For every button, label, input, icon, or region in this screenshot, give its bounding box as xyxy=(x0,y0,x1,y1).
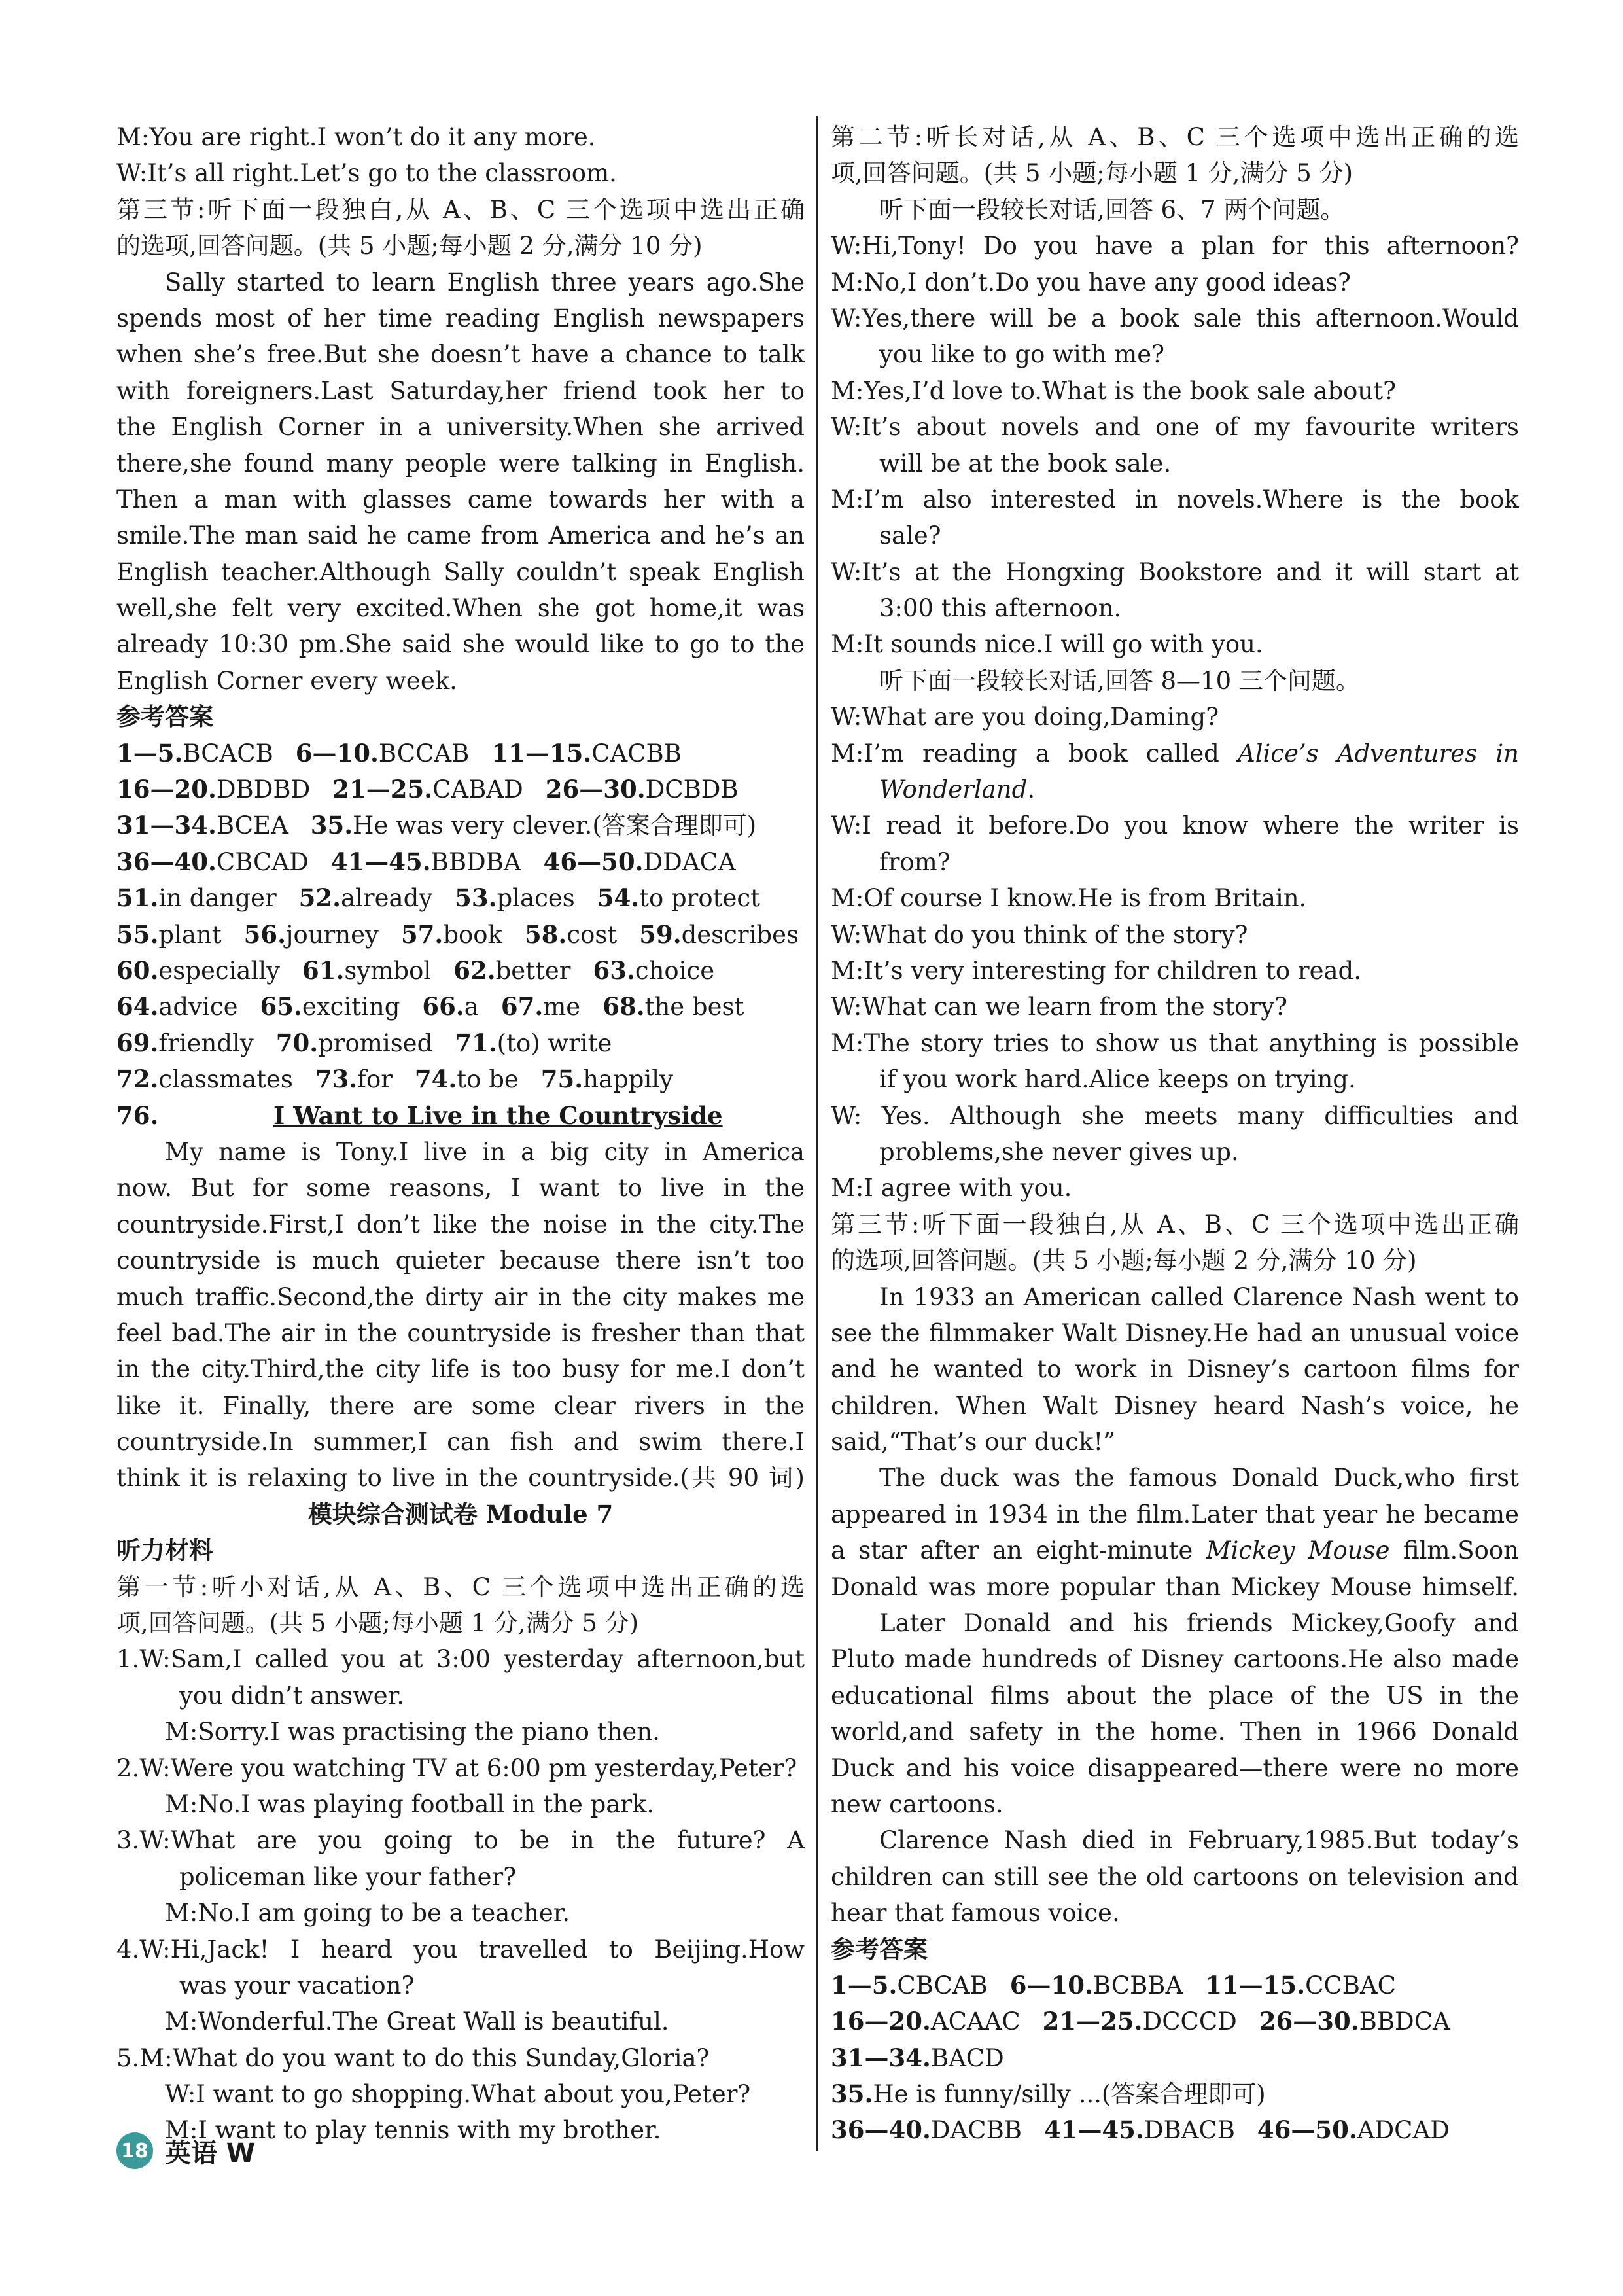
answer-value: BCACB xyxy=(183,739,273,768)
answer-number: 21—25. xyxy=(1042,2007,1143,2036)
answer-number: 73. xyxy=(315,1065,358,1094)
answer-value: CABAD xyxy=(432,775,523,804)
answer-item xyxy=(331,844,521,880)
answer-number: 36—40. xyxy=(116,847,217,876)
answer-number: 52. xyxy=(298,883,341,913)
answer-value: CCBAC xyxy=(1305,1971,1396,2000)
text-line: 第一节:听小对话,从 A、B、C 三个选项中选出正确的选 xyxy=(116,1572,805,1601)
answer-item xyxy=(302,953,431,989)
text-line: M:No,I don’t.Do you have any good ideas? xyxy=(831,268,1351,296)
text-line: 听力材料 xyxy=(116,1536,213,1565)
text-line: Duck and his voice disappeared—there were no more xyxy=(831,1754,1519,1782)
answer-number: 65. xyxy=(260,992,302,1021)
text-line: in the city.Third,the city life is too busy for me.I don’t xyxy=(116,1355,805,1384)
answer-number: 35. xyxy=(831,2079,873,2109)
text-line: see the filmmaker Walt Disney.He had an unusual voice xyxy=(831,1318,1519,1347)
answer-number: 46—50. xyxy=(1257,2115,1357,2145)
answer-row xyxy=(116,953,805,989)
text-line: M:It sounds nice.I will go with you. xyxy=(831,630,1263,659)
answer-item xyxy=(541,1061,673,1097)
answer-item xyxy=(455,1025,612,1061)
answer-item xyxy=(455,880,575,916)
answer-item xyxy=(116,771,310,807)
essay-number: 76. xyxy=(116,1101,159,1130)
answer-value: describes xyxy=(681,920,799,949)
answer-item xyxy=(831,2040,1004,2076)
text-line: now. But for some reasons, I want to live in the xyxy=(116,1174,805,1203)
answer-item xyxy=(597,880,760,916)
text-line: with foreigners.Last Saturday,her friend took her to xyxy=(116,376,805,405)
text-line: M:You are right.I won’t do it any more. xyxy=(116,123,596,151)
answer-value: to protect xyxy=(639,884,761,913)
answer-value: CBCAB xyxy=(897,1971,988,2000)
answer-value: BCEA xyxy=(216,811,288,840)
text-line: English teacher.Although Sally couldn’t speak English xyxy=(116,557,805,586)
right-column xyxy=(831,119,1519,2149)
answer-item xyxy=(546,771,739,807)
text-line: 2.W:Were you watching TV at 6:00 pm yesterday,Peter? xyxy=(116,1754,797,1782)
text-line: 5.M:What do you want to do this Sunday,Gloria? xyxy=(116,2043,710,2072)
answer-item xyxy=(831,1968,988,2004)
text-line: M:Wonderful.The Great Wall is beautiful. xyxy=(165,2007,669,2036)
answer-value: choice xyxy=(635,956,715,985)
answer-item xyxy=(1010,1968,1183,2004)
answer-item xyxy=(453,953,570,989)
text-line: think it is relaxing to live in the countryside.(共 90 词) xyxy=(116,1464,805,1492)
book-title: Wonderland xyxy=(879,775,1028,804)
answer-value: already xyxy=(341,884,433,913)
answer-value: classmates xyxy=(158,1065,293,1094)
text-line: problems,she never gives up. xyxy=(879,1137,1239,1166)
answer-item xyxy=(116,953,280,989)
answer-number: 53. xyxy=(455,883,497,913)
answer-number: 41—45. xyxy=(1043,2115,1144,2145)
answer-number: 59. xyxy=(639,919,682,949)
page-number-badge: 18 xyxy=(116,2132,153,2169)
text-line: countryside.In summer,I can fish and swim there.I xyxy=(116,1428,805,1457)
answer-item xyxy=(116,844,309,880)
answer-value: book xyxy=(443,920,502,949)
answer-number: 26—30. xyxy=(1259,2007,1359,2036)
answer-row xyxy=(116,807,805,843)
text-line: will be at the book sale. xyxy=(879,449,1172,478)
answer-value: DBACB xyxy=(1143,2116,1235,2145)
text-line xyxy=(831,1532,1519,1568)
text-line: 第三节:听下面一段独白,从 A、B、C 三个选项中选出正确 xyxy=(831,1210,1519,1239)
text-line: hear that famous voice. xyxy=(831,1899,1120,1928)
answer-value: BACD xyxy=(930,2043,1004,2072)
answer-item xyxy=(1044,2112,1235,2148)
text-line: M:The story tries to show us that anything is possible xyxy=(831,1029,1519,1057)
text-line: M:Of course I know.He is from Britain. xyxy=(831,884,1307,913)
answer-number: 46—50. xyxy=(543,847,644,876)
book-title: Alice’s Adventures in xyxy=(1237,739,1519,768)
answer-number: 36—40. xyxy=(831,2115,931,2145)
essay-title xyxy=(116,1098,805,1134)
answer-row xyxy=(116,989,805,1025)
answer-item xyxy=(116,807,288,843)
text-line: 项,回答问题。(共 5 小题;每小题 1 分,满分 5 分) xyxy=(116,1609,639,1638)
text-line: 听下面一段较长对话,回答 6、7 两个问题。 xyxy=(879,195,1345,224)
answer-number: 54. xyxy=(597,883,640,913)
answer-item xyxy=(260,989,400,1025)
text-line: countryside is much quieter because there isn’t too xyxy=(116,1246,805,1275)
answer-item xyxy=(276,1025,433,1061)
answer-item xyxy=(116,989,237,1025)
text-line: from? xyxy=(879,847,951,876)
answer-number: 58. xyxy=(524,919,567,949)
answer-number: 6—10. xyxy=(1009,1970,1093,2000)
answer-item xyxy=(602,989,744,1025)
text-line: countryside.First,I don’t like the noise in the city.The xyxy=(116,1210,805,1239)
answer-value: CBCAD xyxy=(216,847,309,876)
answer-number: 72. xyxy=(116,1065,159,1094)
answer-number: 66. xyxy=(422,992,464,1021)
answer-number: 60. xyxy=(116,955,159,985)
answer-number: 41—45. xyxy=(330,847,431,876)
answer-value: a xyxy=(464,993,479,1021)
answer-item xyxy=(491,735,682,771)
answer-row xyxy=(116,844,805,880)
answer-row xyxy=(116,1061,805,1097)
answer-value: for xyxy=(357,1065,393,1094)
text-line: 第二节:听长对话,从 A、B、C 三个选项中选出正确的选 xyxy=(831,123,1519,151)
text-line: when she’s free.But she doesn’t have a chance to talk xyxy=(116,340,805,369)
text-line: 的选项,回答问题。(共 5 小题;每小题 2 分,满分 10 分) xyxy=(116,232,703,260)
answer-item xyxy=(1259,2004,1450,2040)
text-line: sale? xyxy=(879,521,941,550)
answer-item xyxy=(315,1061,393,1097)
text-line: and he wanted to work in Disney’s cartoon films for xyxy=(831,1355,1519,1384)
answer-item xyxy=(116,1025,254,1061)
text-line: W:What can we learn from the story? xyxy=(831,993,1288,1021)
text-line: the English Corner in a university.When she arrived xyxy=(116,413,805,442)
answer-number: 62. xyxy=(453,955,496,985)
text-line: W:Yes,there will be a book sale this afternoon.Would xyxy=(831,304,1519,332)
answer-number: 69. xyxy=(116,1028,159,1057)
answer-value: promised xyxy=(318,1029,433,1057)
text-line: much traffic.Second,the dirty air in the city makes me xyxy=(116,1282,805,1311)
module-title: 模块综合测试卷 Module 7 xyxy=(307,1499,614,1528)
answer-value: He is funny/silly ...(答案合理即可) xyxy=(873,2080,1266,2109)
answer-row xyxy=(831,2112,1519,2148)
answer-number: 63. xyxy=(593,955,635,985)
answer-number: 74. xyxy=(414,1065,457,1094)
text-line: spends most of her time reading English newspapers xyxy=(116,304,805,332)
answer-row xyxy=(831,2076,1519,2112)
text-line: there,she found many people were talking in English. xyxy=(116,449,805,478)
dialogue-text: M:I’m reading a book called xyxy=(831,739,1238,768)
answer-number: 1—5. xyxy=(116,738,183,768)
page-footer xyxy=(116,2128,255,2174)
text-line: W:It’s all right.Let’s go to the classroom. xyxy=(116,159,617,188)
answer-number: 56. xyxy=(243,919,287,949)
answer-number: 55. xyxy=(116,919,159,949)
text-line: M:No.I was playing football in the park. xyxy=(165,1790,655,1818)
answer-item xyxy=(831,2004,1021,2040)
text-line: Donald was more popular than Mickey Mouse himself. xyxy=(831,1572,1519,1601)
answer-value: (to) write xyxy=(497,1029,612,1057)
answer-row xyxy=(831,1968,1519,2004)
answer-item xyxy=(332,771,523,807)
answer-row xyxy=(116,735,805,771)
answer-value: journey xyxy=(286,920,379,949)
text-line: you didn’t answer. xyxy=(179,1681,405,1710)
answer-value: advice xyxy=(158,993,238,1021)
text-line: English Corner every week. xyxy=(116,666,457,695)
text-line xyxy=(831,735,1519,771)
text-line: M:I want to play tennis with my brother. xyxy=(165,2116,661,2145)
text-line: 4.W:Hi,Jack! I heard you travelled to Beijing.How xyxy=(116,1935,805,1964)
answer-row xyxy=(116,880,805,916)
answer-number: 68. xyxy=(602,992,645,1021)
text-line: 3:00 this afternoon. xyxy=(879,594,1122,623)
essay-title-text: I Want to Live in the Countryside xyxy=(273,1101,723,1130)
text-line: W: Yes. Although she meets many difficulties and xyxy=(831,1101,1519,1130)
punctuation: . xyxy=(1027,775,1036,804)
answer-item xyxy=(593,953,714,989)
subject-label: 英语 W xyxy=(165,2138,256,2168)
answer-item xyxy=(244,917,379,953)
answer-value: cost xyxy=(567,920,618,949)
text-line: 1.W:Sam,I called you at 3:00 yesterday afternoon,but xyxy=(116,1645,805,1674)
answer-value: DBDBD xyxy=(216,775,311,804)
text-line: W:Hi,Tony! Do you have a plan for this afternoon? xyxy=(831,232,1519,260)
answer-number: 11—15. xyxy=(491,738,592,768)
answer-row xyxy=(831,2040,1519,2076)
answer-item xyxy=(1257,2112,1450,2148)
answer-item xyxy=(422,989,478,1025)
text-line: you like to go with me? xyxy=(879,340,1164,369)
answer-row xyxy=(116,917,805,953)
answer-number: 31—34. xyxy=(831,2043,931,2072)
text-line: feel bad.The air in the countryside is fresher than that xyxy=(116,1318,805,1347)
text-line: Sally started to learn English three years ago.She xyxy=(165,268,805,296)
answer-number: 70. xyxy=(275,1028,319,1057)
answer-number: 16—20. xyxy=(116,775,217,804)
answer-value: ADCAD xyxy=(1357,2116,1450,2145)
answer-value: BBDCA xyxy=(1359,2007,1450,2036)
answer-value: happily xyxy=(583,1065,674,1094)
answer-value: especially xyxy=(158,956,281,985)
text-line: was your vacation? xyxy=(179,1971,415,2000)
answer-value: places xyxy=(497,884,575,913)
answer-value: in danger xyxy=(158,884,277,913)
answer-row xyxy=(116,1025,805,1061)
answer-item xyxy=(401,917,502,953)
answer-value: symbol xyxy=(344,956,432,985)
answer-value: better xyxy=(495,956,571,985)
answer-item xyxy=(116,880,277,916)
text-line: W:I read it before.Do you know where the writer is xyxy=(831,811,1519,840)
answer-item xyxy=(639,917,799,953)
answer-value: friendly xyxy=(158,1029,254,1057)
answer-value: plant xyxy=(158,920,222,949)
answer-item xyxy=(525,917,617,953)
answer-value: the best xyxy=(644,993,744,1021)
text-line: M:I agree with you. xyxy=(831,1174,1072,1203)
text-line: 参考答案 xyxy=(831,1934,928,1964)
answer-value: BCCAB xyxy=(378,739,470,768)
text-line: M:It’s very interesting for children to read. xyxy=(831,956,1361,985)
text-line: M:Sorry.I was practising the piano then. xyxy=(165,1718,660,1746)
answer-number: 26—30. xyxy=(545,775,646,804)
answer-value: ACAAC xyxy=(930,2007,1021,2036)
answer-item xyxy=(296,735,470,771)
text-line: 项,回答问题。(共 5 小题;每小题 1 分,满分 5 分) xyxy=(831,159,1353,188)
text-line: like it. Finally, there are some clear rivers in the xyxy=(116,1391,805,1420)
answer-item xyxy=(501,989,580,1025)
text-line: appeared in 1934 in the film.Later that year he became xyxy=(831,1500,1519,1528)
answer-number: 31—34. xyxy=(116,811,217,840)
text-line: already 10:30 pm.She said she would like to go to the xyxy=(116,630,805,659)
answer-value: DDACA xyxy=(643,847,736,876)
text-line: Then a man with glasses came towards her with a xyxy=(116,485,805,514)
text-line: Pluto made hundreds of Disney cartoons.He also made xyxy=(831,1645,1519,1674)
text-line: M:I’m also interested in novels.Where is the book xyxy=(831,485,1519,514)
answer-value: exciting xyxy=(302,993,400,1021)
text-line: 3.W:What are you going to be in the future? A xyxy=(116,1826,805,1855)
answer-number: 1—5. xyxy=(831,1970,898,2000)
answer-value: BCBBA xyxy=(1092,1971,1183,2000)
text-line: W:I want to go shopping.What about you,Peter? xyxy=(165,2080,751,2109)
answer-item xyxy=(831,2076,1266,2112)
text-line: 第三节:听下面一段独白,从 A、B、C 三个选项中选出正确 xyxy=(116,195,805,224)
text-line: M:Yes,I’d love to.What is the book sale about? xyxy=(831,376,1396,405)
answer-item xyxy=(831,2112,1022,2148)
answer-item xyxy=(116,1061,293,1097)
text-line: new cartoons. xyxy=(831,1790,1003,1818)
answer-number: 75. xyxy=(540,1065,584,1094)
answer-number: 57. xyxy=(400,919,444,949)
text-line: 听下面一段较长对话,回答 8—10 三个问题。 xyxy=(879,666,1360,695)
left-column xyxy=(116,119,805,2149)
text-line: policeman like your father? xyxy=(179,1862,517,1891)
answer-item xyxy=(116,735,273,771)
text-line: Later Donald and his friends Mickey,Goofy and xyxy=(879,1609,1519,1638)
text-line: 的选项,回答问题。(共 5 小题;每小题 2 分,满分 10 分) xyxy=(831,1246,1417,1275)
answer-value: DACBB xyxy=(930,2116,1022,2145)
answer-number: 64. xyxy=(116,992,159,1021)
answer-number: 71. xyxy=(455,1028,497,1057)
text-line: W:It’s about novels and one of my favourite writers xyxy=(831,413,1519,442)
answer-number: 61. xyxy=(302,955,345,985)
answer-value: BBDBA xyxy=(430,847,521,876)
answer-number: 16—20. xyxy=(831,2007,931,2036)
answer-row xyxy=(116,771,805,807)
text-line: The duck was the famous Donald Duck,who first xyxy=(879,1464,1519,1492)
text-line: 参考答案 xyxy=(116,702,213,732)
text-line: smile.The man said he came from America and he’s an xyxy=(116,521,805,550)
film-title: Mickey Mouse xyxy=(1206,1536,1390,1565)
text-line: children can still see the old cartoons on television and xyxy=(831,1862,1519,1891)
answer-item xyxy=(116,917,222,953)
answer-row xyxy=(831,2004,1519,2040)
text-segment: film.Soon xyxy=(1389,1536,1519,1565)
answer-value: me xyxy=(543,993,581,1021)
answer-item xyxy=(415,1061,519,1097)
text-line: children. When Walt Disney heard Nash’s voice, he xyxy=(831,1391,1519,1420)
answer-value: DCCCD xyxy=(1142,2007,1237,2036)
answer-value: DCBDB xyxy=(645,775,739,804)
text-line: In 1933 an American called Clarence Nash went to xyxy=(879,1282,1519,1311)
text-line: world,and safety in the home. Then in 1966 Donald xyxy=(831,1718,1519,1746)
answer-item xyxy=(1205,1968,1396,2004)
answer-value: to be xyxy=(457,1065,519,1094)
answer-item xyxy=(299,880,433,916)
answer-number: 6—10. xyxy=(295,738,379,768)
text-line: well,she felt very excited.When she got home,it was xyxy=(116,594,805,623)
text-line: My name is Tony.I live in a big city in America xyxy=(165,1137,805,1166)
answer-value: He was very clever.(答案合理即可) xyxy=(353,811,757,840)
text-line: W:What do you think of the story? xyxy=(831,920,1248,949)
answer-number: 35. xyxy=(310,811,353,840)
answer-item xyxy=(544,844,736,880)
text-line: W:What are you doing,Daming? xyxy=(831,703,1219,732)
column-divider xyxy=(816,116,818,2151)
answer-value: CACBB xyxy=(591,739,682,768)
text-line xyxy=(831,771,1519,807)
text-line: said,“That’s our duck!” xyxy=(831,1428,1116,1457)
answer-number: 51. xyxy=(116,883,159,913)
text-segment: a star after an eight-minute xyxy=(831,1536,1206,1565)
text-line: if you work hard.Alice keeps on trying. xyxy=(879,1065,1356,1094)
answer-number: 11—15. xyxy=(1205,1970,1306,2000)
answer-item xyxy=(311,807,756,843)
answer-number: 67. xyxy=(500,992,544,1021)
text-line: educational films about the place of the US in the xyxy=(831,1681,1519,1710)
text-line: Clarence Nash died in February,1985.But today’s xyxy=(879,1826,1519,1855)
answer-item xyxy=(1043,2004,1237,2040)
text-line: M:No.I am going to be a teacher. xyxy=(165,1899,570,1928)
text-line: W:It’s at the Hongxing Bookstore and it will start at xyxy=(831,557,1519,586)
answer-number: 21—25. xyxy=(332,775,433,804)
